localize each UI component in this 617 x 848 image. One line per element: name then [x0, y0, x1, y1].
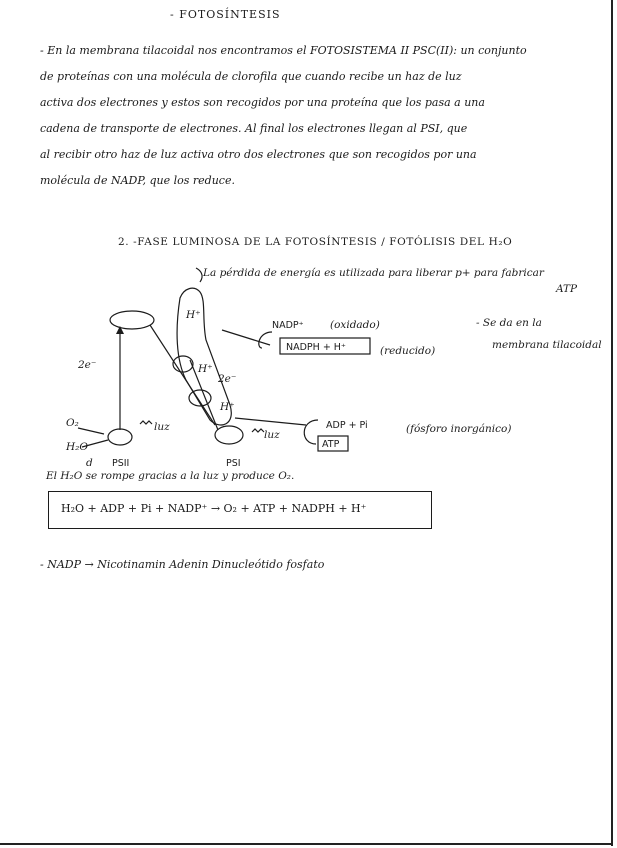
paragraph-line: - En la membrana tilacoidal nos encontramos el FOTOSISTEMA II PSC(II): un conjunto — [40, 44, 527, 57]
atp-box-text: ATP — [322, 439, 340, 450]
h-plus-label: H⁺ — [198, 363, 213, 375]
energy-note: La pérdida de energía es utilizada para liberar p+ para fabricar — [203, 267, 544, 279]
energy-note-arrow — [196, 268, 202, 282]
h-plus-label: H⁺ — [186, 309, 201, 321]
phosphate-note: (fósforo inorgánico) — [406, 423, 512, 435]
o2-arrow — [78, 428, 104, 434]
nadp-oxidized: NADP⁺ — [272, 320, 304, 331]
oxidized-label: (oxidado) — [330, 319, 380, 331]
light-label: luz — [264, 429, 280, 441]
page-edge — [611, 0, 613, 846]
ps2-label: PSII — [112, 458, 130, 469]
paragraph-line: de proteínas con una molécula de clorofila que cuando recibe un haz de luz — [40, 70, 462, 83]
page-edge — [0, 843, 613, 845]
equation-box — [48, 491, 432, 529]
paragraph-line: activa dos electrones y estos son recogidos por una proteína que los pasa a una — [40, 96, 485, 109]
nadp-bracket — [259, 332, 272, 348]
light-squiggle — [140, 421, 152, 424]
h2o-label: H₂O — [66, 441, 88, 453]
page-title: - FOTOSÍNTESIS — [170, 8, 281, 21]
side-note-2: membrana tilacoidal — [492, 339, 602, 351]
adp-pi-label: ADP + Pi — [326, 420, 368, 431]
section-title: 2. -FASE LUMINOSA DE LA FOTOSÍNTESIS / FOTÓLISIS DEL H₂O — [118, 236, 513, 248]
nadp-definition: - NADP → Nicotinamin Adenin Dinucleótido fosfato — [40, 558, 325, 571]
nadph-box-text: NADPH + H⁺ — [286, 342, 346, 353]
two-electrons-label: 2e⁻ — [78, 359, 97, 371]
ps2-reaction-center — [108, 429, 132, 445]
paragraph-line: al recibir otro haz de luz activa otro dos electrones que son recogidos por una — [40, 148, 477, 161]
electron-transport-line — [150, 325, 215, 425]
small-mark: d — [86, 457, 93, 469]
equation: H₂O + ADP + Pi + NADP⁺ → O₂ + ATP + NADPH + H⁺ — [61, 502, 367, 515]
z-scheme-diagram — [0, 260, 617, 470]
light-label: luz — [154, 421, 170, 433]
o2-label: O₂ — [66, 417, 79, 429]
reduced-label: (reducido) — [380, 345, 436, 357]
ps1-label: PSI — [226, 458, 241, 469]
ps1-reaction-center — [215, 426, 243, 444]
adp-connector — [235, 418, 306, 425]
ps2-primary-acceptor — [110, 311, 154, 329]
water-note: El H₂O se rompe gracias a la luz y produce O₂. — [46, 470, 295, 482]
adp-bracket — [304, 420, 318, 444]
light-squiggle — [252, 429, 264, 432]
paragraph-line: molécula de NADP, que los reduce. — [40, 174, 235, 187]
two-electrons-label-b: 2e⁻ — [218, 373, 237, 385]
h-plus-label: H⁺ — [220, 401, 235, 413]
nadp-connector — [222, 330, 270, 345]
side-note-1: - Se da en la — [476, 317, 542, 329]
energy-note-atp: ATP — [556, 283, 578, 295]
paragraph-line: cadena de transporte de electrones. Al final los electrones llegan al PSI, que — [40, 122, 468, 135]
